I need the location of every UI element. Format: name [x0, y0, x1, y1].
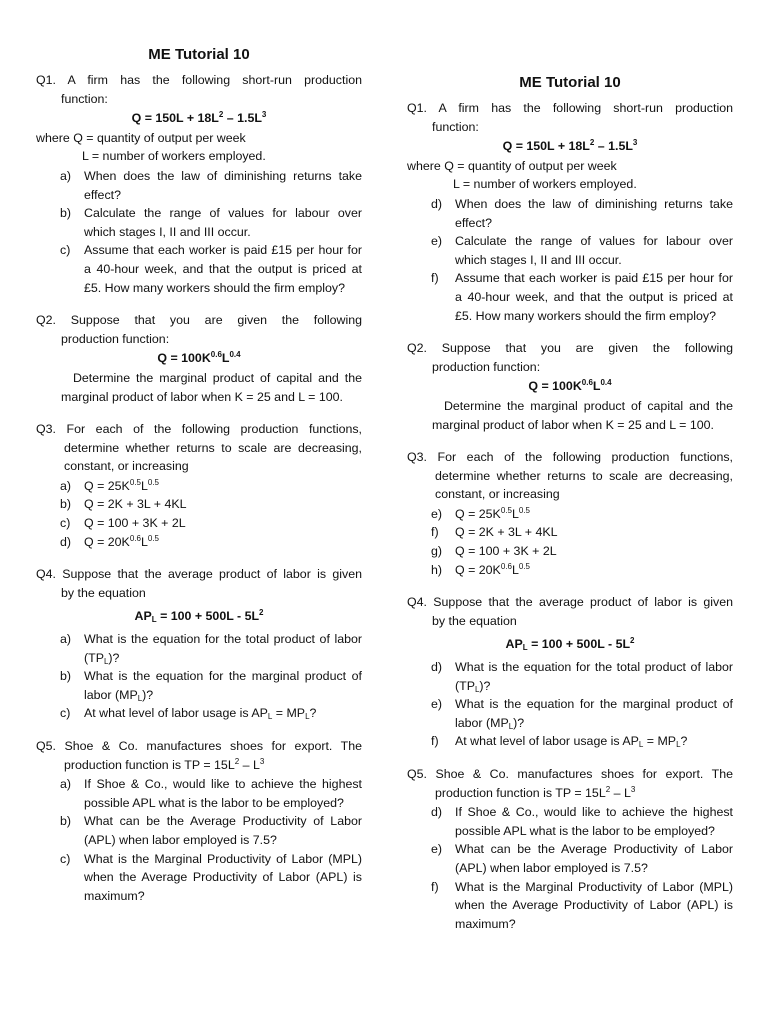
question-label: Q5. [407, 767, 427, 781]
question-intro: Q5. Shoe & Co. manufactures shoes for export. The [36, 739, 362, 753]
sub-question: f) At what level of labor usage is $AP_L = MP_L$? [431, 734, 688, 750]
sub-question-list [407, 505, 733, 579]
production-function-formula: $Q = 100K^{0.6}L^{0.4}$ [157, 350, 241, 366]
question-intro: Q2. Suppose that you are given the following [36, 313, 362, 328]
sub-question: a) When does the law of diminishing returns take effect? [60, 168, 362, 202]
question-2: Q2. Suppose that you are given the following production function: $Q = 100K^{0.6}L^{0.4}$ Determine the marginal product of capital and the marginal product of labor when K = 25 and L = 100. [36, 311, 362, 406]
sub-question: c) Assume that each worker is paid £15 per hour for a 40-hour week, and that the output is priced at £5. How many workers should the firm employ? [60, 243, 362, 295]
sub-question-list [36, 477, 362, 551]
question-label: Q5. [36, 739, 56, 753]
sub-question: g) Q = 100 + 3K + 2L [431, 544, 557, 559]
question-4: Q4. Suppose that the average product of labor is given by the equation $AP_L = 100 + 500L - 5L^2$ d) What is the equation for the total product of labor $(TP_L)$? e) What is the equation for the marginal product of labor $(MP_L)$? f) At what level of labor usage is $AP_L = MP_L$? [407, 595, 733, 750]
question-intro: Q1. A firm has the following short-run production [407, 101, 733, 115]
sub-question-list [36, 167, 362, 297]
question-label: Q1. [36, 73, 56, 87]
tutorial-column-left [36, 44, 362, 905]
tutorial-column-right [407, 72, 733, 933]
question-5: Q5. Shoe & Co. manufactures shoes for export. The production function is TP = $15L^2 - L^3$ a) If Shoe & Co., would like to achieve the highest possible APL what is the labor to be employed? b) What can be the Average Productivity of Labor (APL) when labor employed is 7.5? c) What is the Marginal Productivity of Labor (MPL) when the Average Productivity of Labor (APL) is maximum? [36, 737, 362, 905]
question-intro: Q3. For each of the following production functions, [36, 422, 362, 437]
question-label: Q4. [36, 567, 56, 582]
question-intro: Q5. Shoe & Co. manufactures shoes for export. The [407, 767, 733, 781]
sub-question: f) What is the Marginal Productivity of Labor (MPL) when the Average Productivity of Labor (APL) is maximum? [431, 879, 733, 931]
question-body: Determine the marginal product of capital and the [72, 370, 362, 385]
average-product-formula: $AP_L = 100 + 500L - 5L^2$ [505, 636, 635, 653]
production-function-formula: $Q = 150L + 18L^2 - 1.5L^3$ [502, 138, 638, 154]
question-body: Determine the marginal product of capital and the [443, 398, 733, 413]
question-body: marginal product of labor when K = 25 and L = 100. [61, 389, 343, 404]
average-product-formula: $AP_L = 100 + 500L - 5L^2$ [134, 608, 264, 625]
sub-question: d) If Shoe & Co., would like to achieve the highest possible APL what is the labor to be employed? [431, 805, 733, 838]
question-label: Q2. [36, 313, 56, 328]
sub-question: e) Calculate the range of values for labour over which stages I, II and III occur. [431, 234, 733, 267]
definition-line: where Q = quantity of output per week [407, 158, 617, 173]
question-2: Q2. Suppose that you are given the following production function: $Q = 100K^{0.6}L^{0.4}$ Determine the marginal product of capital and the marginal product of labor when K = 25 and L = 100. [407, 339, 733, 434]
sub-question: c) What is the Marginal Productivity of Labor (MPL) when the Average Productivity of Labor (APL) is maximum? [60, 851, 362, 903]
production-function-formula: $Q = 100K^{0.6}L^{0.4}$ [528, 378, 612, 394]
sub-question: h) $Q = 20K^{0.6}L^{0.5}$ [431, 561, 530, 577]
sub-question: c) At what level of labor usage is $AP_L = MP_L$? [60, 706, 317, 722]
sub-question: a) What is the equation for the total product of labor $(TP_L)$? [60, 632, 362, 666]
sub-question: e) What is the equation for the marginal product of labor $(MP_L)$? [431, 697, 733, 731]
sub-question: e) What can be the Average Productivity of Labor (APL) when labor employed is 7.5? [431, 842, 733, 875]
question-intro: Q2. Suppose that you are given the following [407, 341, 733, 356]
sub-question: c) Q = 100 + 3K + 2L [60, 516, 186, 531]
sub-question-list [407, 658, 733, 751]
sub-question: d) What is the equation for the total product of labor $(TP_L)$? [431, 660, 733, 694]
sub-question: f) Assume that each worker is paid £15 per hour for a 40-hour week, and that the output is priced at £5. How many workers should the firm employ? [431, 271, 733, 323]
question-body: marginal product of labor when K = 25 and L = 100. [432, 417, 714, 432]
sub-question-list [407, 195, 733, 325]
question-intro: Q4. Suppose that the average product of labor is given [36, 567, 362, 582]
question-3: Q3. For each of the following production functions, determine whether returns to scale are decreasing, constant, or increasing e) $Q = 25K^{0.5}L^{0.5}$ f) Q = 2K + 3L + 4KL g) Q = 100 + 3K + 2L h) $Q = 20K^{0.6}L^{0.5}$ [407, 448, 733, 579]
question-label: Q1. [407, 101, 427, 115]
sub-question: b) Q = 2K + 3L + 4KL [60, 497, 187, 512]
production-function-formula: $Q = 150L + 18L^2 - 1.5L^3$ [131, 110, 267, 126]
question-label: Q2. [407, 341, 427, 356]
question-intro: Q1. A firm has the following short-run production [36, 73, 362, 87]
sub-question-list [36, 630, 362, 723]
sub-question: d) $Q = 20K^{0.6}L^{0.5}$ [60, 533, 159, 549]
question-4: Q4. Suppose that the average product of labor is given by the equation $AP_L = 100 + 500L - 5L^2$ a) What is the equation for the total product of labor $(TP_L)$? b) What is the equation for the marginal product of labor $(MP_L)$? c) At what level of labor usage is $AP_L = MP_L$? [36, 567, 362, 722]
question-label: Q3. [36, 422, 56, 437]
page-title: ME Tutorial 10 [519, 74, 621, 91]
definition-line: where Q = quantity of output per week [36, 130, 246, 145]
sub-question: b) What is the equation for the marginal product of labor $(MP_L)$? [60, 669, 362, 703]
definition-line: L = number of workers employed. [453, 177, 637, 192]
sub-question: e) $Q = 25K^{0.5}L^{0.5}$ [431, 505, 530, 521]
sub-question: a) If Shoe & Co., would like to achieve the highest possible APL what is the labor to be employed? [60, 777, 362, 810]
sub-question: a) $Q = 25K^{0.5}L^{0.5}$ [60, 477, 159, 493]
sub-question: f) Q = 2K + 3L + 4KL [431, 525, 558, 540]
question-label: Q4. [407, 595, 427, 610]
sub-question: d) When does the law of diminishing returns take effect? [431, 196, 733, 230]
page-title: ME Tutorial 10 [148, 46, 250, 63]
question-1: Q1. A firm has the following short-run production function: $Q = 150L + 18L^2 - 1.5L^3$ where Q = quantity of output per week L = number of workers employed. d) When does the law of diminishing returns take effect? e) Calculate the range of values for labour over which stages I, II and III occur. f) Assume that each worker is paid £15 per hour for a 40-hour week, and that the output is priced at £5. How many workers should the firm employ? [407, 99, 733, 325]
question-intro: Q4. Suppose that the average product of labor is given [407, 595, 733, 610]
question-1: Q1. A firm has the following short-run production function: $Q = 150L + 18L^2 - 1.5L^3$ where Q = quantity of output per week L = number of workers employed. a) When does the law of diminishing returns take effect? b) Calculate the range of values for labour over which stages I, II and III occur. c) Assume that each worker is paid £15 per hour for a 40-hour week, and that the output is priced at £5. How many workers should the firm employ? [36, 71, 362, 297]
sub-question: b) What can be the Average Productivity of Labor (APL) when labor employed is 7.5? [60, 814, 362, 847]
question-5: Q5. Shoe & Co. manufactures shoes for export. The production function is TP = $15L^2 - L^3$ d) If Shoe & Co., would like to achieve the highest possible APL what is the labor to be employed? e) What can be the Average Productivity of Labor (APL) when labor employed is 7.5? f) What is the Marginal Productivity of Labor (MPL) when the Average Productivity of Labor (APL) is maximum? [407, 765, 733, 933]
sub-question-list [407, 803, 733, 933]
definition-line: L = number of workers employed. [82, 149, 266, 164]
question-label: Q3. [407, 450, 427, 465]
sub-question-list [36, 775, 362, 905]
question-intro: Q3. For each of the following production functions, [407, 450, 733, 465]
question-3: Q3. For each of the following production functions, determine whether returns to scale are decreasing, constant, or increasing a) $Q = 25K^{0.5}L^{0.5}$ b) Q = 2K + 3L + 4KL c) Q = 100 + 3K + 2L d) $Q = 20K^{0.6}L^{0.5}$ [36, 420, 362, 551]
sub-question: b) Calculate the range of values for labour over which stages I, II and III occur. [60, 206, 362, 239]
